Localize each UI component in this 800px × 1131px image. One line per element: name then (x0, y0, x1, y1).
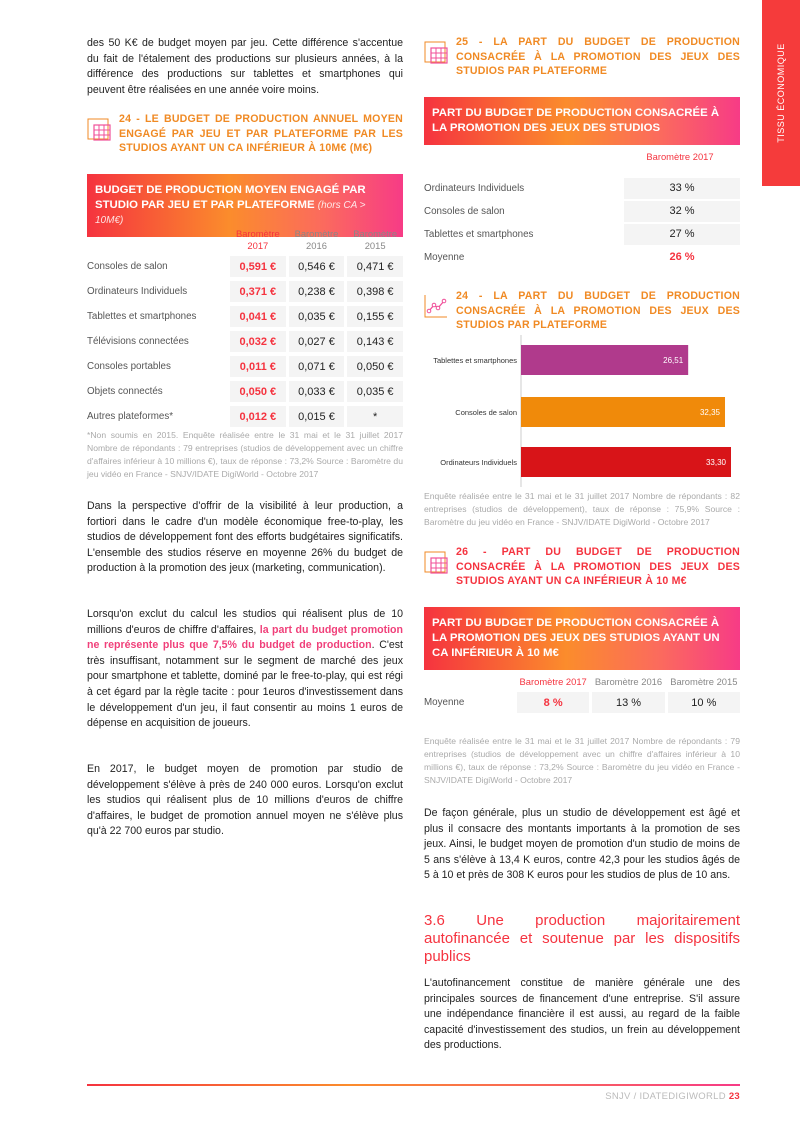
col-2015: Baromètre 2015 (670, 676, 738, 687)
category-label: Tablettes et smartphones (433, 356, 517, 365)
cell: 0,035 € (289, 306, 345, 327)
cell: 10 % (668, 692, 740, 713)
table-note: *Non soumis en 2015. Enquête réalisée entre le 31 mai et le 31 juillet 2017 Nombre de répondants : 79 entreprises (studios de développement avec un chiffre d'affaires inférieur à 10 millions €), taux de réponse : 73,2% Source : Baromètre du jeu vidéo en France - SNJV/IDATE DigiWorld - Octobre 2017 (87, 430, 403, 479)
data-label: 26,51 (663, 356, 684, 365)
p2-text: Lorsqu'on exclut du calcul les studios qui réalisent plus de 10 millions d'euros de chiffre d'affaires, (87, 608, 403, 636)
table-icon (424, 39, 448, 65)
bar (521, 397, 725, 427)
col-2016: Baromètre 2016 (594, 676, 663, 687)
cell: 13 % (592, 692, 664, 713)
row-label: Consoles portables (87, 361, 171, 372)
cell: 8 % (517, 692, 589, 713)
row-label: Consoles de salon (424, 206, 505, 217)
side-tab (762, 0, 800, 186)
row-label: Tablettes et smartphones (87, 311, 197, 322)
col-2017: Baromètre 2017 (235, 228, 280, 251)
row-label: Ordinateurs Individuels (424, 183, 525, 194)
table-icon (424, 549, 448, 575)
cell: 32 % (624, 201, 740, 222)
bar-chart (424, 335, 744, 487)
cell: 0,071 € (289, 356, 345, 377)
s25-table (424, 177, 740, 269)
paragraph-5: L'autofinancement constitue de manière générale une des principales sources de financement d'une entreprise. S'il assure une indépendance financière il est aussi, au regard de la faible capacité d'investissement des studios, un frein au développement des productions. (424, 977, 740, 1052)
budget-table (84, 224, 406, 431)
cell: 26 % (669, 251, 695, 263)
cell: 0,143 € (347, 331, 403, 352)
cell: 0,032 € (230, 331, 286, 352)
cell: 0,238 € (289, 281, 345, 302)
table-row (424, 177, 740, 200)
page-number: 23 (728, 1091, 740, 1102)
s25-header: Baromètre 2017 (646, 151, 714, 162)
side-tab-label: TISSU ÉCONOMIQUE (776, 43, 786, 143)
cell: 27 % (624, 224, 740, 245)
section-25-title: 25 - LA PART DU BUDGET DE PRODUCTION CONSACRÉE À LA PROMOTION DES JEUX DES STUDIOS PAR PLATEFORME (456, 36, 740, 77)
paragraph-2 (87, 607, 403, 732)
category-label: Consoles de salon (455, 408, 517, 417)
section-26-heading (424, 545, 740, 589)
cell: 0,035 € (347, 381, 403, 402)
cell: 0,050 € (230, 381, 286, 402)
cell: 0,398 € (347, 281, 403, 302)
col-2015: Baromètre 2015 (353, 228, 398, 251)
row-label: Télévisions connectées (87, 336, 189, 347)
row-label: Tablettes et smartphones (424, 229, 534, 240)
heading-3-6 (424, 912, 740, 966)
cell: 0,371 € (230, 281, 286, 302)
chart-note: Enquête réalisée entre le 31 mai et le 31 juillet 2017 Nombre de répondants : 82 entreprises (studios de développement), taux de réponse : 75,9% Source : Baromètre du jeu vidéo en France - SNJV/IDATE DigiWorld - Octobre 2017 (424, 491, 740, 527)
table-row (87, 406, 403, 427)
table-row (87, 281, 403, 302)
col-2016: Baromètre 2016 (294, 228, 339, 251)
p2-highlight: la part du budget promotion ne représente plus que 7,5% du budget de production (87, 623, 403, 652)
section-24-title: 24 - LE BUDGET DE PRODUCTION ANNUEL MOYEN ENGAGÉ PAR JEU ET PAR PLATEFORME PAR LES STUDIOS AYANT UN CA INFÉRIEUR À 10M€ (M€) (119, 113, 403, 154)
table-row (424, 692, 740, 713)
cell: 0,012 € (230, 406, 286, 427)
intro-paragraph: des 50 K€ de budget moyen par jeu. Cette différence s'accentue du fait de l'étalement des productions sur plusieurs années, à la différence des productions sur tablettes et smartphones qui peuvent être réalisées en une année voire moins. (87, 37, 403, 96)
bar (521, 447, 731, 477)
section-24b-title: 24 - LA PART DU BUDGET DE PRODUCTION CONSACRÉE À LA PROMOTION DES JEUX DES STUDIOS PAR PLATEFORME (456, 290, 740, 331)
table-row (87, 306, 403, 327)
cell: 0,546 € (289, 256, 345, 277)
cell: 33 % (624, 178, 740, 199)
row-label: Moyenne (424, 252, 465, 263)
cell: * (347, 406, 403, 427)
section-26-title: 26 - PART DU BUDGET DE PRODUCTION CONSACRÉE À LA PROMOTION DES JEUX DES STUDIOS AYANT UN CA INFÉRIEUR À 10 M€ (456, 546, 740, 587)
heading-title: Une production majoritairement autofinancée et soutenue par les dispositifs publics (424, 912, 740, 965)
cell: 0,591 € (230, 256, 286, 277)
cell: 0,027 € (289, 331, 345, 352)
heading-number: 3.6 (424, 912, 445, 929)
footer-divider (87, 1084, 740, 1086)
paragraph-4: De façon générale, plus un studio de développement est âgé et plus il consacre des montants importants à la promotion de ses jeux. Ainsi, le budget moyen de promotion d'un studio de moins de 5 ans s'élève à 13,4 K euros, contre 42,3 pour les studios âgés de 5 à 10 et près de 308 K euros pour les studios de plus de 10 ans. (424, 807, 740, 882)
paragraph-3: En 2017, le budget moyen de promotion par studio de développement s'élève à près de 240 000 euros. Lorsqu'on exclut les studios qui réalisent plus de 10 millions d'euros de chiffre d'affaires, le budget de promotion annuel moyen ne s'élève plus qu'à 22 700 euros par studio. (87, 763, 403, 838)
s26-banner: PART DU BUDGET DE PRODUCTION CONSACRÉE À LA PROMOTION DES JEUX DES STUDIOS AYANT UN CA INFÉRIEUR À 10 M€ (424, 607, 740, 670)
row-label: Objets connectés (87, 386, 163, 397)
cell: 0,041 € (230, 306, 286, 327)
footer (605, 1091, 740, 1102)
table-row (87, 356, 403, 377)
paragraph-1: Dans la perspective d'offrir de la visibilité à leur production, a fortiori dans le cadre d'un modèle économique free-to-play, les studios de développement font des efforts budgétaires significatifs. L'ensemble des studios réserve en moyenne 26% du budget de production à la promotion des jeux (marketing, communication). (87, 500, 403, 575)
cell: 0,015 € (289, 406, 345, 427)
data-label: 32,35 (699, 408, 721, 417)
row-label: Ordinateurs Individuels (87, 286, 188, 297)
table-icon (87, 116, 111, 142)
s26-table (421, 672, 743, 717)
row-label: Consoles de salon (87, 261, 168, 272)
table-row (87, 256, 403, 277)
table-row (87, 331, 403, 352)
table-row (424, 223, 740, 246)
table-row (87, 381, 403, 402)
s26-note: Enquête réalisée entre le 31 mai et le 31 juillet 2017 Nombre de répondants : 79 entreprises (studios de développement avec un chiffre d'affaires inférieur à 10 millions €), taux de réponse : 73,2% Source : Baromètre du jeu vidéo en France - SNJV/IDATE DigiWorld - Octobre 2017 (424, 736, 740, 785)
table-row (424, 246, 740, 269)
col-2017: Baromètre 2017 (519, 676, 587, 687)
section-24b-heading (424, 289, 740, 333)
cell: 0,155 € (347, 306, 403, 327)
s25-banner: PART DU BUDGET DE PRODUCTION CONSACRÉE À LA PROMOTION DES JEUX DES STUDIOS (424, 97, 740, 145)
cell: 0,011 € (230, 356, 286, 377)
cell: 0,033 € (289, 381, 345, 402)
category-label: Ordinateurs Individuels (440, 458, 517, 467)
p2-text-end: . C'est très insuffisant, notamment sur le segment de marché des jeux pour smartphone et tablette, dominé par le free-to-play, qui est régi à cet égard par la règle tacite : pour 1euros d'investissement dans le développement d'un jeu, il faut consentir au moins 1 euros de dépense en acquisition de joueurs. (87, 639, 403, 730)
banner-title: BUDGET DE PRODUCTION MOYEN ENGAGÉ PAR STUDIO PAR JEU ET PAR PLATEFORME (95, 184, 366, 211)
footer-brand: SNJV / IDATEDIGIWORLD (605, 1091, 726, 1102)
section-24-heading (87, 112, 403, 156)
banner-note: (hors CA > 10M€) (95, 200, 366, 226)
row-label: Autres plateformes* (87, 411, 174, 422)
data-label: 33,30 (705, 458, 726, 467)
row-label: Moyenne (424, 697, 465, 708)
section-25-heading (424, 35, 740, 79)
cell: 0,050 € (347, 356, 403, 377)
cell: 0,471 € (347, 256, 403, 277)
table-row (424, 200, 740, 223)
line-chart-icon (424, 293, 448, 319)
